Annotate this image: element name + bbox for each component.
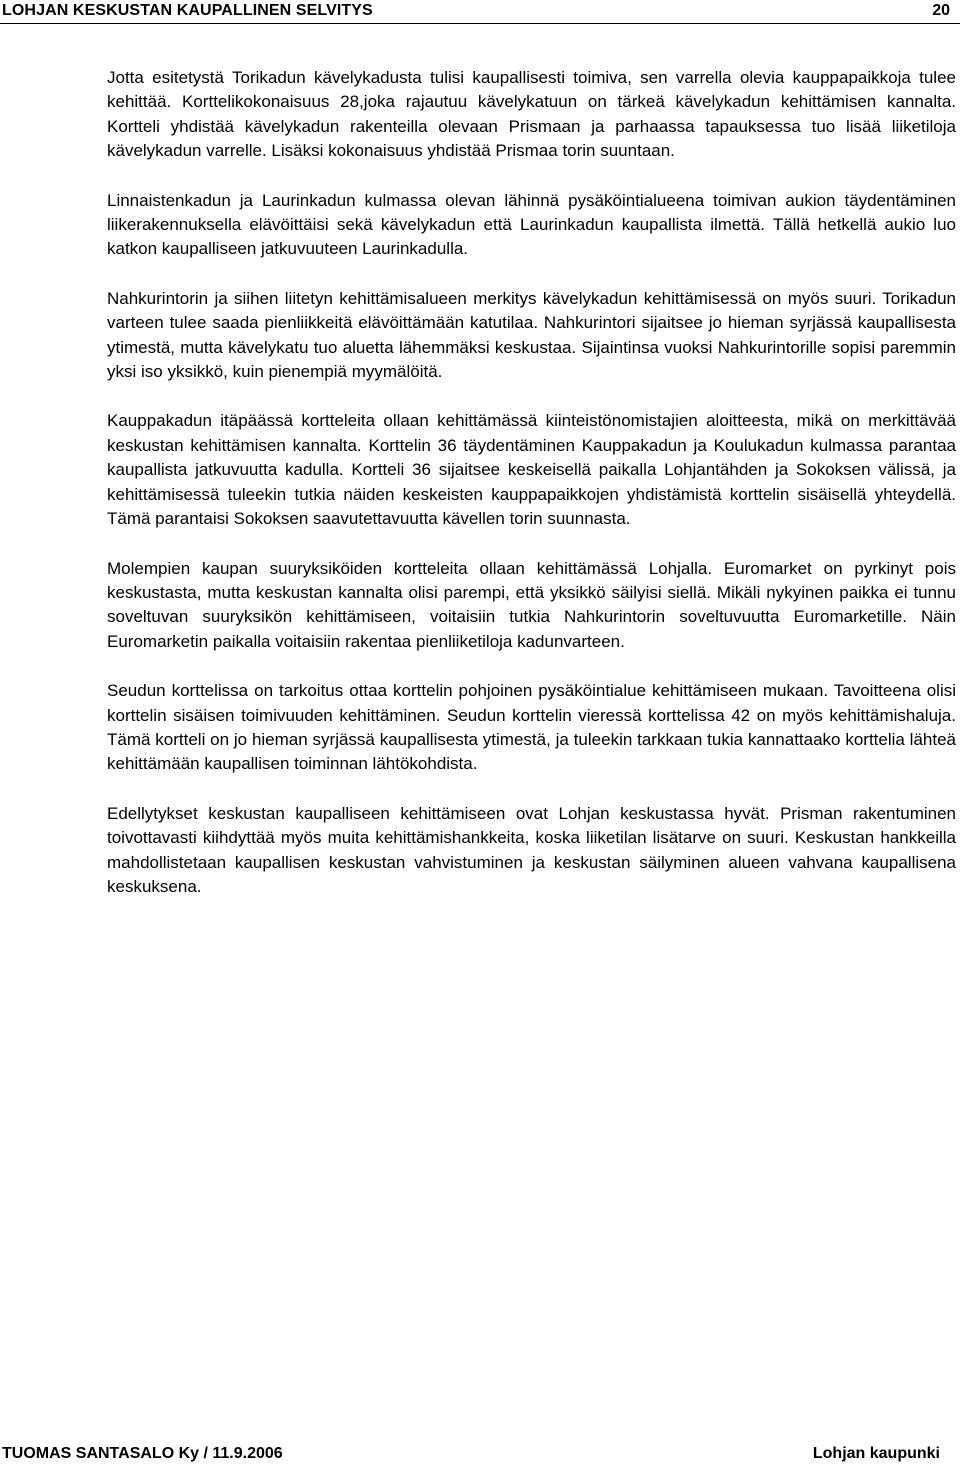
paragraph-6: Seudun korttelissa on tarkoitus ottaa korttelin pohjoinen pysäköintialue kehittämiseen mukaan. Tavoitteena olisi korttelin sisäisen toimivuuden kehittäminen. Seudun korttelin vieressä korttelissa 42 on myös kehittämishaluja. Tämä kortteli on jo hieman syrjässä kaupallisesta ytimestä, ja tuleekin tarkkaan tukia kannattaako korttelia lähteä kehittämään kaupallisen toiminnan lähtökohdista. (107, 681, 956, 774)
document-body (107, 66, 956, 924)
paragraph-2: Linnaistenkadun ja Laurinkadun kulmassa olevan lähinnä pysäköintialueena toimivan aukion täydentäminen liikerakennuksella elävöittäisi sekä kävelykadun että Laurinkadun kaupallista ilmettä. Tällä hetkellä aukio luo katkon kaupalliseen jatkuvuuteen Laurinkadulla. (107, 190, 956, 259)
footer-author-date: TUOMAS SANTASALO Ky / 11.9.2006 (2, 1445, 283, 1462)
paragraph-1: Jotta esitetystä Torikadun kävelykadusta tulisi kaupallisesti toimiva, sen varrella olevia kauppapaikkoja tulee kehittää. Korttelikokonaisuus 28,joka rajautuu kävelykatuun on tärkeä kävelykadun kehittämisen kannalta. Kortteli yhdistää kävelykadun rakenteilla olevaan Prismaan ja parhaassa tapauksessa tuo lisää liiketiloja kävelykadun varrelle. Lisäksi kokonaisuus yhdistää Prismaa torin suuntaan. (107, 68, 956, 161)
document-title: LOHJAN KESKUSTAN KAUPALLINEN SELVITYS (2, 2, 373, 19)
page-number: 20 (932, 2, 950, 19)
page-footer (0, 1444, 960, 1466)
paragraph-5: Molempien kaupan suuryksiköiden kortteleita ollaan kehittämässä Lohjalla. Euromarket on pyrkinyt pois keskustasta, mutta keskustan kannalta olisi parempi, että yksikkö säilyisi siellä. Mikäli nykyinen paikka ei tunnu soveltuvan suuryksikön kehittämiseen, voitaisiin tutkia Nahkurintorin soveltuvuutta Euromarketille. Näin Euromarketin paikalla voitaisiin rakentaa pienliiketiloja kadunvarteen. (107, 558, 956, 651)
paragraph-7: Edellytykset keskustan kaupalliseen kehittämiseen ovat Lohjan keskustassa hyvät. Prisman rakentuminen toivottavasti kiihdyttää myös muita kehittämishankkeita, koska liiketilan lisätarve on suuri. Keskustan hankkeilla mahdollistetaan kaupallisen keskustan vahvistuminen ja keskustan säilyminen alueen vahvana kaupallisena keskuksena. (107, 803, 956, 896)
page-header (0, 0, 960, 24)
paragraph-3: Nahkurintorin ja siihen liitetyn kehittämisalueen merkitys kävelykadun kehittämisessä on myös suuri. Torikadun varteen tulee saada pienliikkeitä elävöittämään katutilaa. Nahkurintori sijaitsee jo hieman syrjässä kaupallisesta ytimestä, mutta kävelykatu tuo aluetta lähemmäksi keskustaa. Sijaintinsa vuoksi Nahkurintorille sopisi paremmin yksi iso yksikkö, kuin pienempiä myymälöitä. (107, 288, 956, 382)
footer-client: Lohjan kaupunki (812, 1445, 940, 1462)
paragraph-4: Kauppakadun itäpäässä kortteleita ollaan kehittämässä kiinteistönomistajien aloitteesta, mikä on merkittävää keskustan kehittämisen kannalta. Korttelin 36 täydentäminen Kauppakadun ja Koulukadun kulmassa parantaa kaupallista jatkuvuutta kadulla. Kortteli 36 sijaitsee keskeisellä paikalla Lohjantähden ja Sokoksen välissä, ja kehittämisessä tuleekin tutkia näiden keskeisten kauppapaikkojen yhdistämistä korttelin sisäisellä yhteydellä. Tämä parantaisi Sokoksen saavutettavuutta kävellen torin suunnasta. (107, 411, 956, 529)
